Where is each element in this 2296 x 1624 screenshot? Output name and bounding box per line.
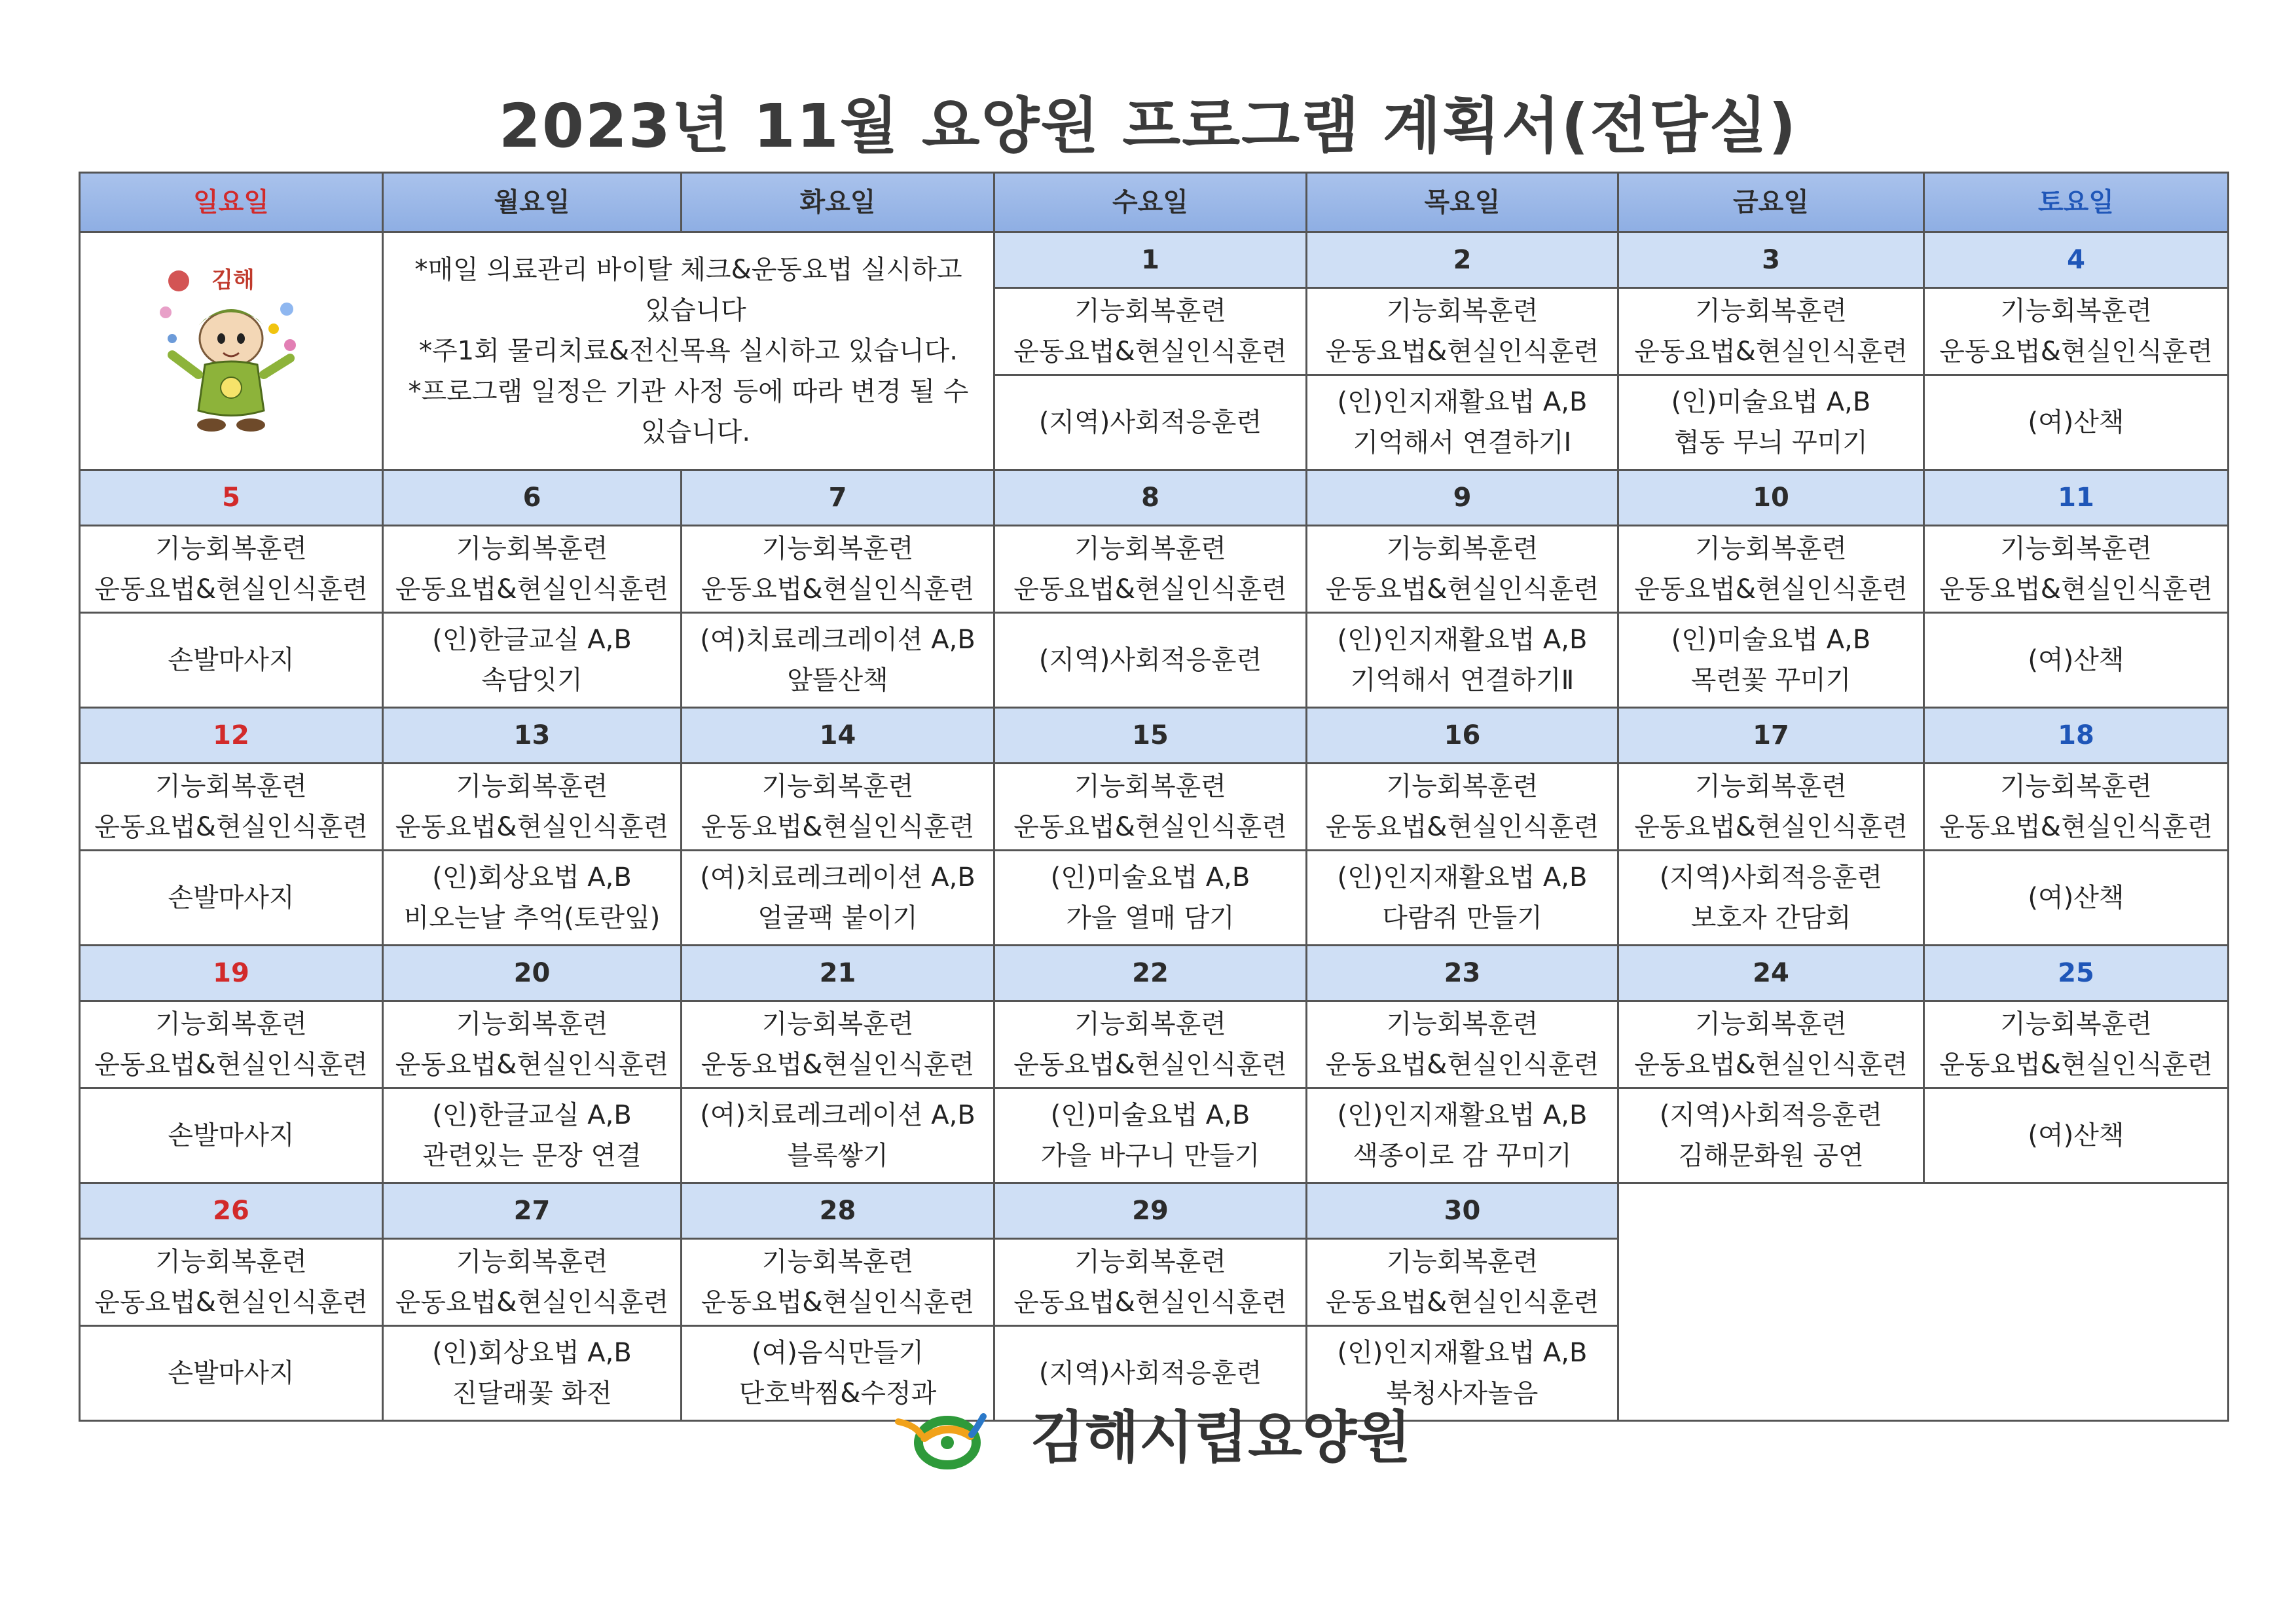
day-number: 5 <box>80 470 383 526</box>
daily-program-cell <box>80 526 383 613</box>
program-line: 운동요법&현실인식훈련 <box>701 812 975 842</box>
week5-number-row <box>80 1183 2229 1239</box>
activity-line: 보호자 간담회 <box>1690 903 1851 933</box>
program-line: 운동요법&현실인식훈련 <box>1939 1050 2213 1080</box>
week2-activity-row <box>80 613 2229 708</box>
empty-cell <box>1618 1183 2229 1421</box>
activity-cell <box>1618 613 1924 708</box>
program-line: 운동요법&현실인식훈련 <box>1939 337 2213 367</box>
activity-line: 목련꽃 꾸미기 <box>1690 665 1851 695</box>
footer-logo <box>0 1401 2296 1474</box>
activity-line: (지역)사회적응훈련 <box>1659 1100 1883 1130</box>
program-line: 기능회복훈련 <box>1386 534 1539 564</box>
day-number: 8 <box>994 470 1307 526</box>
mascot-cell <box>80 232 383 470</box>
activity-cell <box>1307 1088 1618 1183</box>
daily-program-cell <box>1307 288 1618 375</box>
activity-line: (여)산책 <box>2028 407 2124 437</box>
activity-cell <box>1307 851 1618 946</box>
activity-line: 손발마사지 <box>168 1120 295 1151</box>
weekday-monday: 월요일 <box>383 173 682 232</box>
day-number: 28 <box>682 1183 994 1239</box>
activity-cell <box>80 1088 383 1183</box>
activity-line: (인)한글교실 A,B <box>432 625 632 655</box>
program-line: 운동요법&현실인식훈련 <box>1013 1050 1287 1080</box>
program-line: 기능회복훈련 <box>456 534 608 564</box>
activity-cell <box>1618 375 1924 470</box>
program-line: 운동요법&현실인식훈련 <box>1939 812 2213 842</box>
daily-program-cell <box>1924 1001 2229 1088</box>
day-number: 26 <box>80 1183 383 1239</box>
day-number: 14 <box>682 708 994 764</box>
activity-line: (인)인지재활요법 A,B <box>1337 1338 1588 1368</box>
daily-program-cell <box>383 526 682 613</box>
weekday-saturday: 토요일 <box>1924 173 2229 232</box>
program-line: 운동요법&현실인식훈련 <box>395 1050 669 1080</box>
activity-line: 북청사자놀음 <box>1386 1378 1539 1409</box>
activity-line: (여)치료레크레이션 A,B <box>700 625 975 655</box>
activity-cell <box>994 613 1307 708</box>
activity-line: (인)한글교실 A,B <box>432 1100 632 1130</box>
activity-line: 앞뜰산책 <box>787 665 888 695</box>
activity-cell <box>682 613 994 708</box>
activity-cell <box>383 851 682 946</box>
weekday-thursday: 목요일 <box>1307 173 1618 232</box>
activity-line: 가을 열매 담기 <box>1066 903 1235 933</box>
activity-line: 손발마사지 <box>168 883 295 913</box>
notice-cell <box>383 232 994 470</box>
activity-line: 기억해서 연결하기Ⅰ <box>1353 428 1572 458</box>
program-line: 기능회복훈련 <box>1695 771 1847 802</box>
day-number: 23 <box>1307 946 1618 1001</box>
activity-line: (인)미술요법 A,B <box>1050 862 1250 893</box>
activity-line: (지역)사회적응훈련 <box>1038 645 1262 675</box>
program-line: 운동요법&현실인식훈련 <box>701 1287 975 1318</box>
program-line: 운동요법&현실인식훈련 <box>1634 1050 1908 1080</box>
daily-program-cell <box>1618 1001 1924 1088</box>
activity-line: (여)산책 <box>2028 645 2124 675</box>
program-line: 운동요법&현실인식훈련 <box>1325 574 1599 604</box>
program-line: 기능회복훈련 <box>2000 296 2152 326</box>
notice-line-3b: 있습니다. <box>640 417 751 447</box>
week2-number-row <box>80 470 2229 526</box>
program-line: 기능회복훈련 <box>456 1247 608 1277</box>
program-line: 운동요법&현실인식훈련 <box>1013 1287 1287 1318</box>
week3-program-row <box>80 764 2229 851</box>
activity-line: (인)인지재활요법 A,B <box>1337 1100 1588 1130</box>
daily-program-cell <box>994 526 1307 613</box>
weekday-sunday: 일요일 <box>80 173 383 232</box>
daily-program-cell <box>1924 288 2229 375</box>
program-line: 기능회복훈련 <box>1386 771 1539 802</box>
weekday-header-row <box>80 173 2229 232</box>
weekday-friday: 금요일 <box>1618 173 1924 232</box>
day-number: 21 <box>682 946 994 1001</box>
notice-line-3: *프로그램 일정은 기관 사정 등에 따라 변경 될 수 <box>408 377 969 407</box>
daily-program-cell <box>1307 1001 1618 1088</box>
program-line: 운동요법&현실인식훈련 <box>1634 812 1908 842</box>
program-line: 운동요법&현실인식훈련 <box>1325 812 1599 842</box>
activity-line: 색종이로 감 꾸미기 <box>1353 1141 1572 1171</box>
activity-line: (지역)사회적응훈련 <box>1659 862 1883 893</box>
week4-activity-row <box>80 1088 2229 1183</box>
program-line: 기능회복훈련 <box>1386 296 1539 326</box>
daily-program-cell <box>80 764 383 851</box>
program-line: 운동요법&현실인식훈련 <box>395 812 669 842</box>
activity-line: 김해문화원 공연 <box>1678 1141 1864 1171</box>
program-line: 운동요법&현실인식훈련 <box>701 574 975 604</box>
activity-line: 속담잇기 <box>481 665 583 695</box>
program-line: 기능회복훈련 <box>1386 1247 1539 1277</box>
program-line: 운동요법&현실인식훈련 <box>395 1287 669 1318</box>
activity-line: (인)인지재활요법 A,B <box>1337 862 1588 893</box>
program-line: 기능회복훈련 <box>155 771 307 802</box>
activity-line: 기억해서 연결하기Ⅱ <box>1350 665 1575 695</box>
program-line: 기능회복훈련 <box>1074 771 1226 802</box>
program-line: 기능회복훈련 <box>2000 1009 2152 1039</box>
program-line: 기능회복훈련 <box>456 1009 608 1039</box>
activity-line: (인)미술요법 A,B <box>1671 387 1871 417</box>
mascot-illustration <box>133 247 329 443</box>
daily-program-cell <box>1924 526 2229 613</box>
activity-line: 다람쥐 만들기 <box>1382 903 1542 933</box>
program-line: 기능회복훈련 <box>1695 296 1847 326</box>
day-number: 22 <box>994 946 1307 1001</box>
activity-cell <box>994 375 1307 470</box>
daily-program-cell <box>80 1001 383 1088</box>
program-line: 운동요법&현실인식훈련 <box>1325 1050 1599 1080</box>
activity-cell <box>1618 851 1924 946</box>
program-line: 기능회복훈련 <box>761 771 914 802</box>
daily-program-cell <box>1618 764 1924 851</box>
program-calendar <box>79 172 2229 1422</box>
day-number: 29 <box>994 1183 1307 1239</box>
program-line: 기능회복훈련 <box>155 1247 307 1277</box>
day-number: 2 <box>1307 232 1618 288</box>
activity-line: 블록쌓기 <box>787 1141 888 1171</box>
program-line: 운동요법&현실인식훈련 <box>94 812 368 842</box>
program-line: 운동요법&현실인식훈련 <box>94 1050 368 1080</box>
program-line: 운동요법&현실인식훈련 <box>1325 337 1599 367</box>
program-line: 기능회복훈련 <box>2000 534 2152 564</box>
program-line: 운동요법&현실인식훈련 <box>94 1287 368 1318</box>
activity-line: 얼굴팩 붙이기 <box>757 903 918 933</box>
daily-program-cell <box>1307 764 1618 851</box>
daily-program-cell <box>994 1239 1307 1326</box>
day-number: 7 <box>682 470 994 526</box>
activity-line: (인)미술요법 A,B <box>1050 1100 1250 1130</box>
weekday-wednesday: 수요일 <box>994 173 1307 232</box>
week4-number-row <box>80 946 2229 1001</box>
activity-line: 가을 바구니 만들기 <box>1040 1141 1260 1171</box>
daily-program-cell <box>682 764 994 851</box>
program-line: 기능회복훈련 <box>761 1009 914 1039</box>
daily-program-cell <box>994 764 1307 851</box>
program-line: 운동요법&현실인식훈련 <box>701 1050 975 1080</box>
day-number: 10 <box>1618 470 1924 526</box>
activity-cell <box>994 1088 1307 1183</box>
activity-line: (인)인지재활요법 A,B <box>1337 387 1588 417</box>
program-line: 운동요법&현실인식훈련 <box>1634 574 1908 604</box>
org-logo-icon <box>885 1402 996 1474</box>
program-line: 기능회복훈련 <box>1695 534 1847 564</box>
activity-cell <box>383 613 682 708</box>
activity-line: (지역)사회적응훈련 <box>1038 1358 1262 1388</box>
daily-program-cell <box>682 526 994 613</box>
activity-cell <box>682 851 994 946</box>
program-line: 운동요법&현실인식훈련 <box>1013 337 1287 367</box>
activity-line: 관련있는 문장 연결 <box>422 1141 642 1171</box>
activity-cell <box>80 851 383 946</box>
program-line: 기능회복훈련 <box>1074 534 1226 564</box>
notice-line-2: *주1회 물리치료&전신목욕 실시하고 있습니다. <box>418 336 958 366</box>
org-name: 김해시립요양원 <box>1030 1405 1412 1471</box>
program-line: 기능회복훈련 <box>1074 1009 1226 1039</box>
daily-program-cell <box>1307 1239 1618 1326</box>
activity-cell <box>80 613 383 708</box>
day-number: 18 <box>1924 708 2229 764</box>
day-number: 6 <box>383 470 682 526</box>
day-number: 12 <box>80 708 383 764</box>
program-line: 기능회복훈련 <box>1074 1247 1226 1277</box>
program-line: 기능회복훈련 <box>1695 1009 1847 1039</box>
activity-line: (지역)사회적응훈련 <box>1038 407 1262 437</box>
day-number: 9 <box>1307 470 1618 526</box>
day-number: 24 <box>1618 946 1924 1001</box>
day-number: 15 <box>994 708 1307 764</box>
program-line: 운동요법&현실인식훈련 <box>1013 812 1287 842</box>
day-number: 25 <box>1924 946 2229 1001</box>
activity-cell <box>682 1088 994 1183</box>
notice-line-1b: 있습니다 <box>645 295 746 325</box>
activity-cell <box>1924 613 2229 708</box>
day-number: 4 <box>1924 232 2229 288</box>
week1-number-row <box>80 232 2229 288</box>
day-number: 16 <box>1307 708 1618 764</box>
program-line: 운동요법&현실인식훈련 <box>1325 1287 1599 1318</box>
activity-cell <box>383 1088 682 1183</box>
activity-line: (인)회상요법 A,B <box>432 862 632 893</box>
day-number: 11 <box>1924 470 2229 526</box>
activity-line: 비오는날 추억(토란잎) <box>403 903 661 933</box>
daily-program-cell <box>994 1001 1307 1088</box>
activity-line: 손발마사지 <box>168 645 295 675</box>
program-line: 기능회복훈련 <box>456 771 608 802</box>
daily-program-cell <box>1618 526 1924 613</box>
activity-cell <box>1307 375 1618 470</box>
day-number: 30 <box>1307 1183 1618 1239</box>
activity-line: (여)치료레크레이션 A,B <box>700 1100 975 1130</box>
week4-program-row <box>80 1001 2229 1088</box>
week2-program-row <box>80 526 2229 613</box>
day-number: 13 <box>383 708 682 764</box>
activity-line: (여)산책 <box>2028 1120 2124 1151</box>
notice-line-1: *매일 의료관리 바이탈 체크&운동요법 실시하고 <box>414 255 962 285</box>
daily-program-cell <box>1924 764 2229 851</box>
daily-program-cell <box>383 1239 682 1326</box>
mascot-label: 김해 <box>211 267 255 293</box>
program-line: 기능회복훈련 <box>2000 771 2152 802</box>
daily-program-cell <box>1618 288 1924 375</box>
program-line: 운동요법&현실인식훈련 <box>1013 574 1287 604</box>
program-line: 운동요법&현실인식훈련 <box>94 574 368 604</box>
activity-line: (인)인지재활요법 A,B <box>1337 625 1588 655</box>
activity-cell <box>1307 613 1618 708</box>
daily-program-cell <box>383 1001 682 1088</box>
program-line: 기능회복훈련 <box>155 1009 307 1039</box>
daily-program-cell <box>682 1239 994 1326</box>
week3-activity-row <box>80 851 2229 946</box>
activity-cell <box>1924 1088 2229 1183</box>
program-line: 기능회복훈련 <box>155 534 307 564</box>
program-line: 기능회복훈련 <box>1074 296 1226 326</box>
day-number: 19 <box>80 946 383 1001</box>
daily-program-cell <box>80 1239 383 1326</box>
day-number: 3 <box>1618 232 1924 288</box>
weekday-tuesday: 화요일 <box>682 173 994 232</box>
activity-cell <box>1924 375 2229 470</box>
week3-number-row <box>80 708 2229 764</box>
program-line: 기능회복훈련 <box>761 534 914 564</box>
activity-line: (인)미술요법 A,B <box>1671 625 1871 655</box>
activity-cell <box>1924 851 2229 946</box>
activity-cell <box>994 851 1307 946</box>
program-line: 기능회복훈련 <box>1386 1009 1539 1039</box>
program-line: 운동요법&현실인식훈련 <box>1939 574 2213 604</box>
program-line: 운동요법&현실인식훈련 <box>1634 337 1908 367</box>
activity-line: (여)음식만들기 <box>751 1338 924 1368</box>
day-number: 1 <box>994 232 1307 288</box>
activity-line: (여)치료레크레이션 A,B <box>700 862 975 893</box>
activity-cell <box>1618 1088 1924 1183</box>
activity-line: (인)회상요법 A,B <box>432 1338 632 1368</box>
day-number: 20 <box>383 946 682 1001</box>
daily-program-cell <box>682 1001 994 1088</box>
daily-program-cell <box>383 764 682 851</box>
program-line: 운동요법&현실인식훈련 <box>395 574 669 604</box>
day-number: 17 <box>1618 708 1924 764</box>
activity-line: 진달래꽃 화전 <box>452 1378 612 1409</box>
activity-line: 협동 무늬 꾸미기 <box>1674 428 1868 458</box>
activity-line: 손발마사지 <box>168 1358 295 1388</box>
daily-program-cell <box>1307 526 1618 613</box>
day-number: 27 <box>383 1183 682 1239</box>
daily-program-cell <box>994 288 1307 375</box>
page-title: 2023년 11월 요양원 프로그램 계획서(전담실) <box>498 91 1798 161</box>
program-line: 기능회복훈련 <box>761 1247 914 1277</box>
activity-line: 단호박찜&수정과 <box>738 1378 937 1409</box>
activity-line: (여)산책 <box>2028 883 2124 913</box>
